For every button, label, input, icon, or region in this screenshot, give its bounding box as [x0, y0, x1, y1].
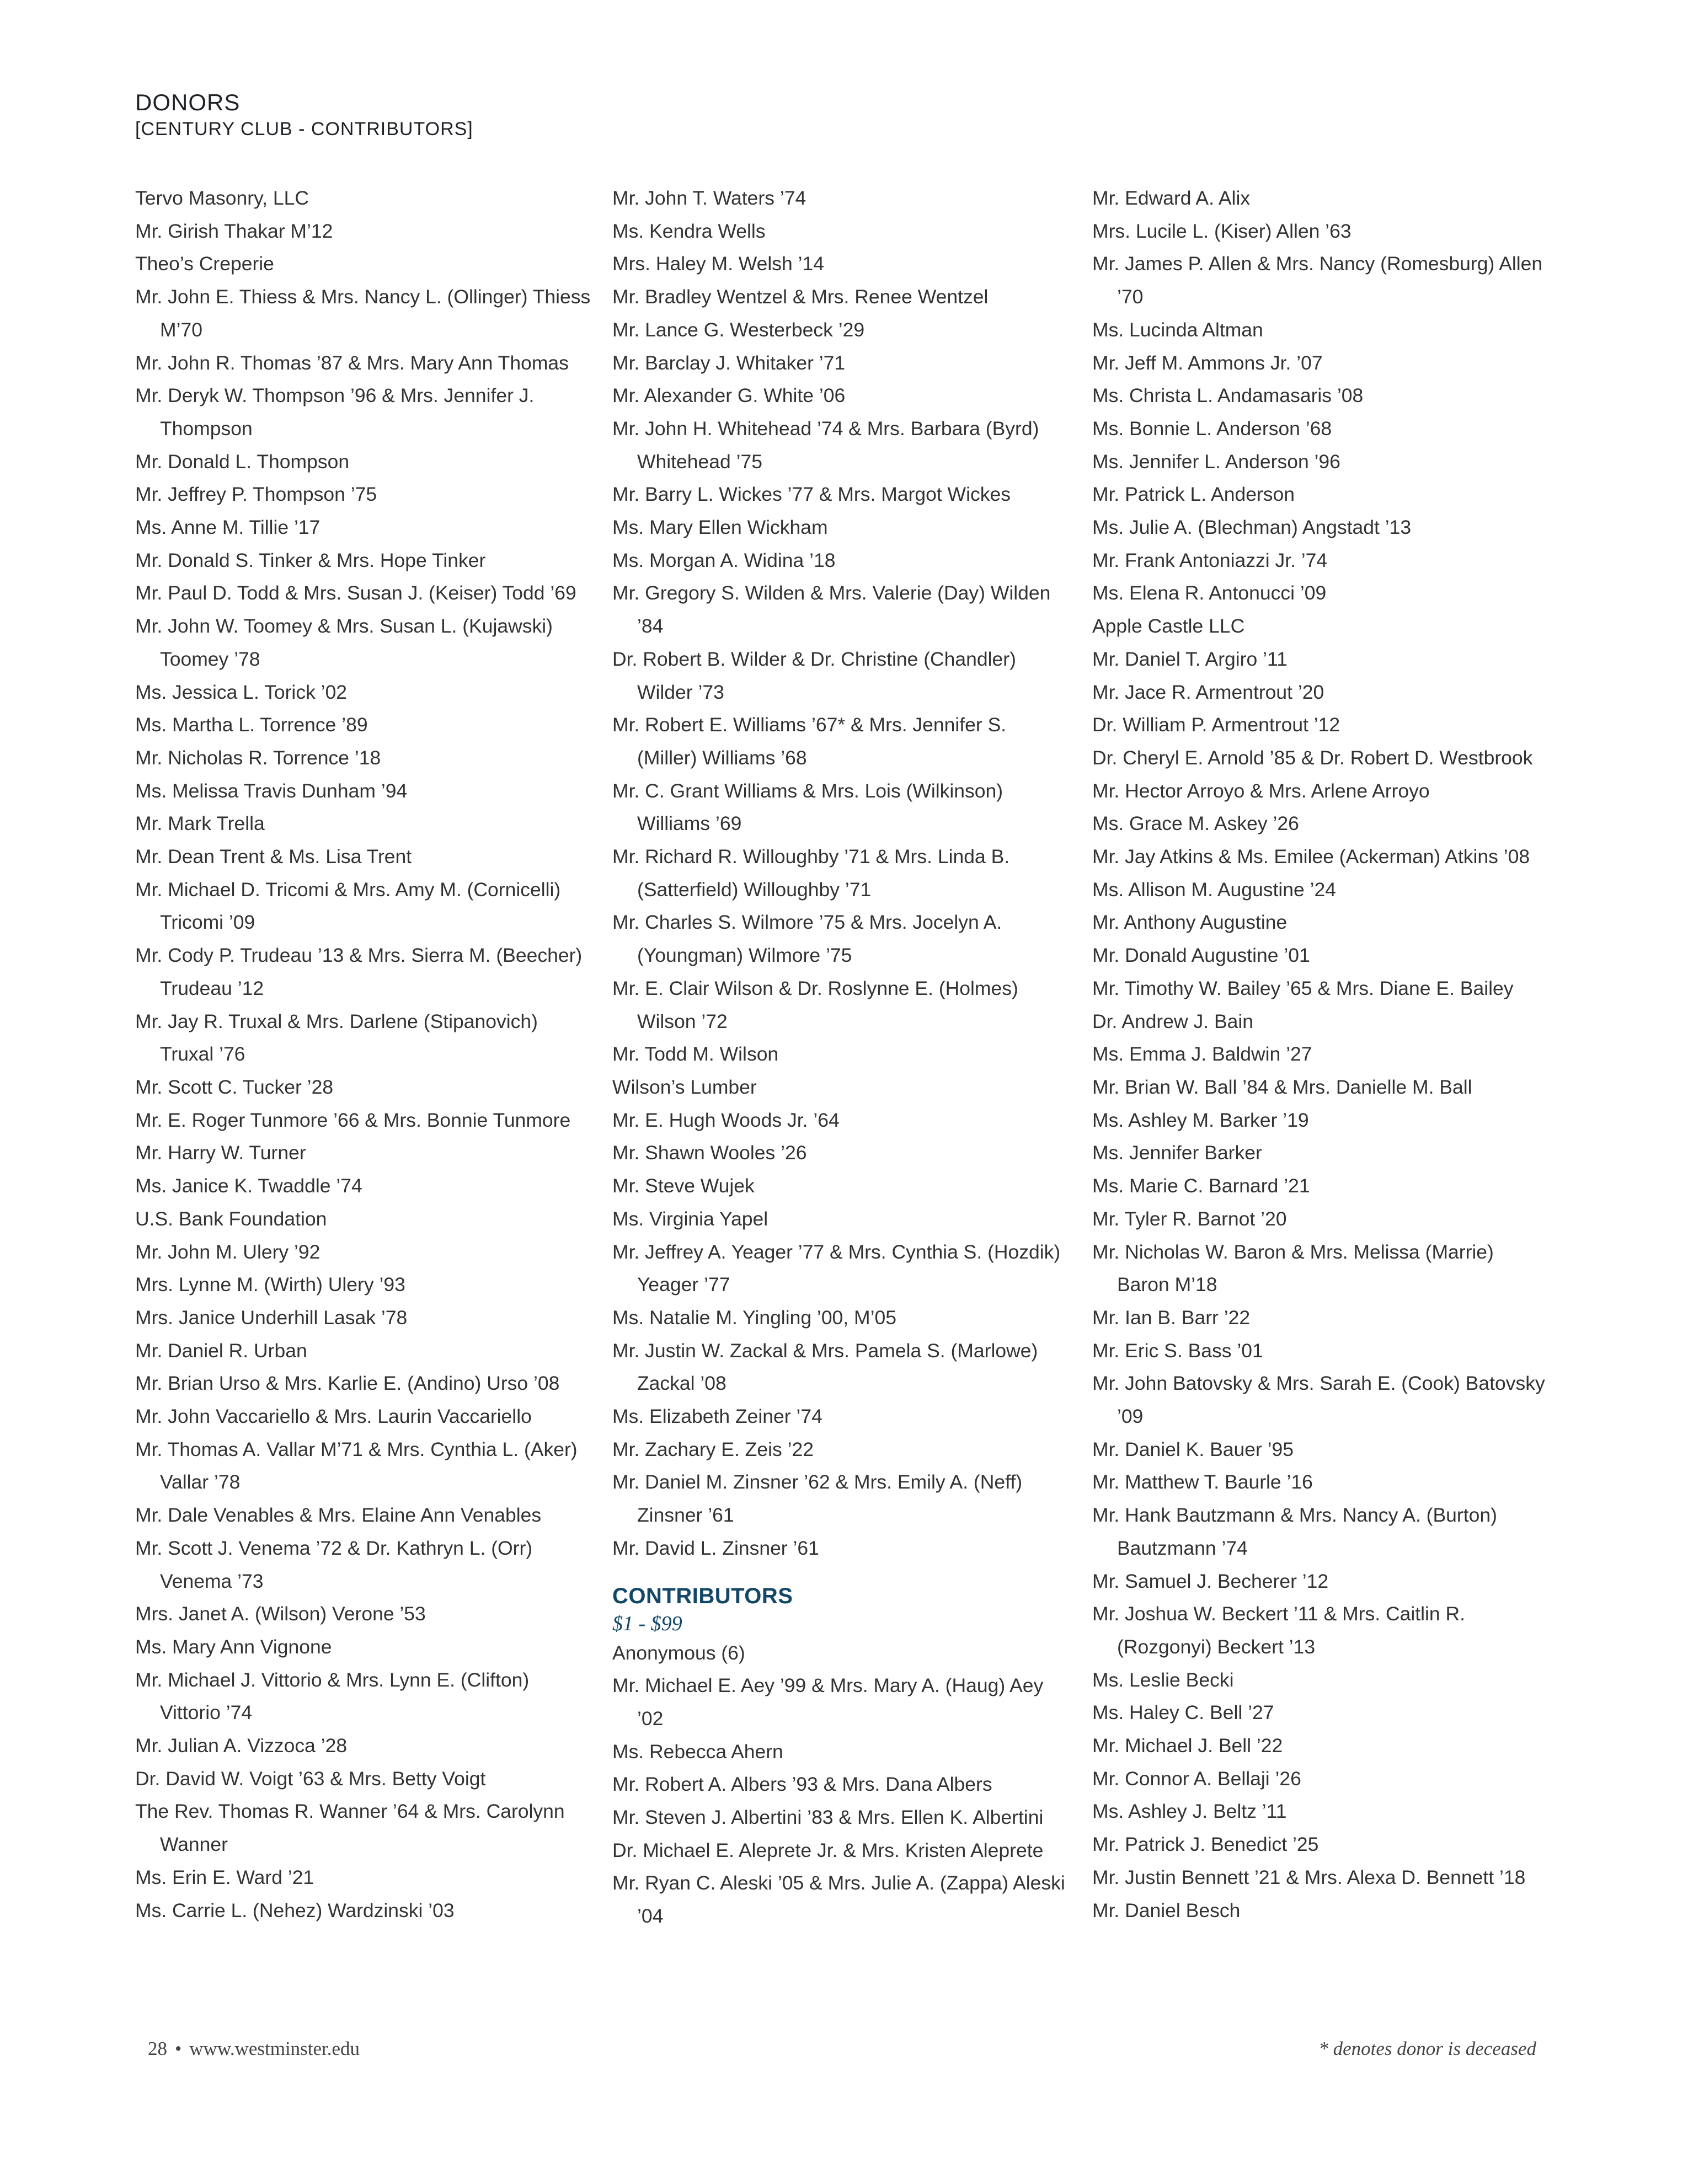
donor-entry: Mr. Donald L. Thompson — [135, 450, 350, 473]
donor-entry: Ms. Jessica L. Torick ’02 — [135, 681, 348, 703]
donor-entry: Mr. Frank Antoniazzi Jr. ’74 — [1092, 549, 1328, 571]
donor-entry: Mr. David L. Zinsner ’61 — [612, 1537, 819, 1559]
donor-entry: Dr. Michael E. Aleprete Jr. & Mrs. Kristen Aleprete — [612, 1839, 1044, 1861]
donor-entry: Ms. Kendra Wells — [612, 220, 766, 242]
section-range-contributors: $1 - $99 — [612, 1612, 682, 1635]
donor-entry: Mr. Hector Arroyo & Mrs. Arlene Arroyo — [1092, 779, 1430, 802]
donor-entry: Mr. Brian W. Ball ’84 & Mrs. Danielle M. Ball — [1092, 1075, 1472, 1098]
donor-entry: Mr. Shawn Wooles ’26 — [612, 1142, 807, 1164]
donor-entry: Dr. David W. Voigt ’63 & Mrs. Betty Voigt — [135, 1767, 486, 1790]
donor-list-contributors-start — [612, 1637, 1070, 1933]
donor-entry: Tervo Masonry, LLC — [135, 187, 309, 209]
donor-list-century-club-end — [612, 182, 1070, 1565]
donor-entry: Mr. Patrick J. Benedict ’25 — [1092, 1833, 1319, 1856]
donor-entry: Mr. Ryan C. Aleski ’05 & Mrs. Julie A. (Zappa) Aleski ’04 — [612, 1872, 1065, 1928]
donor-entry: Mr. Justin Bennett ’21 & Mrs. Alexa D. Bennett ’18 — [1092, 1866, 1526, 1888]
donor-entry: Mr. Julian A. Vizzoca ’28 — [135, 1735, 348, 1757]
donor-entry: Mrs. Lucile L. (Kiser) Allen ’63 — [1092, 220, 1352, 242]
donor-column-3 — [1092, 182, 1550, 1927]
donor-entry: Ms. Rebecca Ahern — [612, 1740, 783, 1763]
page-title: DONORS — [135, 89, 241, 115]
donor-entry: Mr. Dale Venables & Mrs. Elaine Ann Venables — [135, 1504, 542, 1527]
donor-entry: Mr. John Batovsky & Mrs. Sarah E. (Cook) Batovsky ’09 — [1092, 1372, 1545, 1428]
donor-entry: Ms. Virginia Yapel — [612, 1207, 768, 1230]
donor-entry: Mr. John E. Thiess & Mrs. Nancy L. (Ollinger) Thiess M’70 — [135, 286, 591, 341]
deceased-note: * denotes donor is deceased — [1318, 2038, 1536, 2059]
donor-entry: Mr. Hank Bautzmann & Mrs. Nancy A. (Burton) Bautzmann ’74 — [1092, 1504, 1497, 1559]
donor-entry: Mr. Barclay J. Whitaker ’71 — [612, 351, 846, 374]
donor-entry: Mr. Michael J. Vittorio & Mrs. Lynn E. (Clifton) Vittorio ’74 — [135, 1668, 530, 1724]
donor-entry: Mr. Bradley Wentzel & Mrs. Renee Wentzel — [612, 286, 989, 308]
donor-entry: Mr. Patrick L. Anderson — [1092, 483, 1295, 506]
donor-entry: Mr. Todd M. Wilson — [612, 1043, 779, 1066]
donor-entry: Mr. Jeffrey P. Thompson ’75 — [135, 483, 377, 506]
page-header — [135, 88, 473, 141]
donor-entry: Mrs. Haley M. Welsh ’14 — [612, 253, 825, 275]
donor-entry: Ms. Jennifer L. Anderson ’96 — [1092, 450, 1340, 473]
donor-entry: Mr. Harry W. Turner — [135, 1142, 306, 1164]
donor-entry: Ms. Janice K. Twaddle ’74 — [135, 1175, 362, 1197]
donor-entry: Mr. James P. Allen & Mrs. Nancy (Romesburg) Allen ’70 — [1092, 253, 1543, 308]
donor-entry: Ms. Christa L. Andamasaris ’08 — [1092, 384, 1364, 407]
donor-entry: Mr. Jace R. Armentrout ’20 — [1092, 681, 1324, 703]
donor-entry: Mr. Timothy W. Bailey ’65 & Mrs. Diane E. Bailey — [1092, 977, 1514, 999]
donor-entry: Mr. John R. Thomas ’87 & Mrs. Mary Ann Thomas — [135, 351, 569, 374]
donor-entry: Ms. Melissa Travis Dunham ’94 — [135, 779, 408, 802]
donor-entry: Mr. Robert E. Williams ’67* & Mrs. Jennifer S. (Miller) Williams ’68 — [612, 714, 1007, 769]
donor-entry: Mr. E. Clair Wilson & Dr. Roslynne E. (Holmes) Wilson ’72 — [612, 977, 1018, 1032]
donor-entry: Mr. John M. Ulery ’92 — [135, 1240, 320, 1263]
donor-entry: Mr. Daniel M. Zinsner ’62 & Mrs. Emily A. (Neff) Zinsner ’61 — [612, 1471, 1023, 1527]
footer-separator: • — [175, 2038, 182, 2059]
donor-entry: Mr. Donald Augustine ’01 — [1092, 944, 1310, 967]
donor-entry: Mr. Dean Trent & Ms. Lisa Trent — [135, 845, 412, 868]
donor-entry: Mr. Deryk W. Thompson ’96 & Mrs. Jennifer J. Thompson — [135, 384, 535, 440]
donor-entry: Mr. Eric S. Bass ’01 — [1092, 1339, 1263, 1362]
donor-entry: Mr. Brian Urso & Mrs. Karlie E. (Andino) Urso ’08 — [135, 1372, 560, 1395]
donor-entry: Ms. Mary Ellen Wickham — [612, 516, 828, 539]
donor-entry: Dr. Cheryl E. Arnold ’85 & Dr. Robert D. Westbrook — [1092, 746, 1533, 769]
donor-entry: Mr. Steve Wujek — [612, 1175, 755, 1197]
donor-entry: Ms. Erin E. Ward ’21 — [135, 1866, 314, 1888]
donor-entry: Mr. Scott J. Venema ’72 & Dr. Kathryn L. (Orr) Venema ’73 — [135, 1537, 533, 1592]
donor-entry: Mr. Connor A. Bellaji ’26 — [1092, 1767, 1301, 1790]
donor-entry: Mr. C. Grant Williams & Mrs. Lois (Wilkinson) Williams ’69 — [612, 779, 1003, 835]
page-footer-left — [148, 2038, 360, 2060]
donor-entry: Mr. John Vaccariello & Mrs. Laurin Vaccariello — [135, 1405, 532, 1428]
donor-entry: Anonymous (6) — [612, 1641, 745, 1664]
donor-entry: Mrs. Janet A. (Wilson) Verone ’53 — [135, 1603, 426, 1625]
donor-entry: Mrs. Janice Underhill Lasak ’78 — [135, 1306, 408, 1329]
donor-entry: U.S. Bank Foundation — [135, 1207, 327, 1230]
donor-entry: Ms. Natalie M. Yingling ’00, M’05 — [612, 1306, 896, 1329]
donor-entry: Ms. Ashley M. Barker ’19 — [1092, 1109, 1309, 1131]
donor-entry: Mr. John T. Waters ’74 — [612, 187, 806, 209]
donor-entry: Mr. Samuel J. Becherer ’12 — [1092, 1570, 1329, 1592]
donor-entry: Mr. Donald S. Tinker & Mrs. Hope Tinker — [135, 549, 486, 571]
donor-entry: Mr. Ian B. Barr ’22 — [1092, 1306, 1251, 1329]
donor-entry: Mr. Daniel T. Argiro ’11 — [1092, 647, 1288, 670]
donor-entry: Ms. Ashley J. Beltz ’11 — [1092, 1800, 1287, 1823]
donor-entry: Mr. Robert A. Albers ’93 & Mrs. Dana Albers — [612, 1773, 992, 1796]
donor-entry: Dr. William P. Armentrout ’12 — [1092, 714, 1340, 736]
donor-entry: Theo’s Creperie — [135, 253, 274, 275]
donor-entry: Apple Castle LLC — [1092, 615, 1245, 638]
donor-entry: Mr. Steven J. Albertini ’83 & Mrs. Ellen K. Albertini — [612, 1806, 1044, 1829]
donor-entry: Ms. Carrie L. (Nehez) Wardzinski ’03 — [135, 1899, 455, 1921]
donor-entry: Dr. Andrew J. Bain — [1092, 1010, 1254, 1032]
donor-entry: Mr. Anthony Augustine — [1092, 911, 1288, 934]
donor-entry: Mr. Edward A. Alix — [1092, 187, 1251, 209]
donor-entry: Ms. Allison M. Augustine ’24 — [1092, 878, 1336, 901]
donor-entry: Ms. Jennifer Barker — [1092, 1142, 1262, 1164]
donor-entry: Mrs. Lynne M. (Wirth) Ulery ’93 — [135, 1273, 405, 1296]
donor-entry: Ms. Grace M. Askey ’26 — [1092, 812, 1299, 835]
website-link[interactable]: www.westminster.edu — [189, 2038, 360, 2059]
donor-entry: Mr. Thomas A. Vallar M’71 & Mrs. Cynthia L. (Aker) Vallar ’78 — [135, 1438, 578, 1494]
donor-entry: Mr. Mark Trella — [135, 812, 265, 835]
donor-entry: Mr. E. Hugh Woods Jr. ’64 — [612, 1109, 840, 1131]
donor-entry: Mr. Gregory S. Wilden & Mrs. Valerie (Day) Wilden ’84 — [612, 582, 1051, 638]
section-heading-contributors: CONTRIBUTORS — [612, 1583, 793, 1608]
donor-entry: Mr. Justin W. Zackal & Mrs. Pamela S. (Marlowe) Zackal ’08 — [612, 1339, 1038, 1395]
donor-entry: Mr. Lance G. Westerbeck ’29 — [612, 318, 865, 341]
donor-entry: Mr. Michael J. Bell ’22 — [1092, 1735, 1283, 1757]
donor-entry: Ms. Leslie Becki — [1092, 1668, 1234, 1691]
donor-entry: Dr. Robert B. Wilder & Dr. Christine (Chandler) Wilder ’73 — [612, 647, 1016, 703]
donor-entry: The Rev. Thomas R. Wanner ’64 & Mrs. Carolynn Wanner — [135, 1800, 565, 1856]
donor-entry: Mr. Jay R. Truxal & Mrs. Darlene (Stipanovich) Truxal ’76 — [135, 1010, 538, 1066]
donor-entry: Ms. Julie A. (Blechman) Angstadt ’13 — [1092, 516, 1412, 539]
donor-entry: Mr. John W. Toomey & Mrs. Susan L. (Kujawski) Toomey ’78 — [135, 615, 553, 670]
donor-entry: Mr. Daniel R. Urban — [135, 1339, 307, 1362]
donor-entry: Mr. Alexander G. White ’06 — [612, 384, 846, 407]
donor-entry: Mr. Daniel K. Bauer ’95 — [1092, 1438, 1294, 1460]
donor-entry: Ms. Haley C. Bell ’27 — [1092, 1701, 1274, 1724]
page-number: 28 — [148, 2038, 167, 2059]
donor-entry: Ms. Elizabeth Zeiner ’74 — [612, 1405, 822, 1428]
donor-entry: Ms. Lucinda Altman — [1092, 318, 1263, 341]
donor-entry: Mr. Michael D. Tricomi & Mrs. Amy M. (Cornicelli) Tricomi ’09 — [135, 878, 561, 934]
donor-entry: Mr. Joshua W. Beckert ’11 & Mrs. Caitlin R. (Rozgonyi) Beckert ’13 — [1092, 1603, 1466, 1658]
donor-entry: Mr. Paul D. Todd & Mrs. Susan J. (Keiser) Todd ’69 — [135, 582, 576, 604]
donor-entry: Mr. Girish Thakar M’12 — [135, 220, 333, 242]
donor-entry: Ms. Mary Ann Vignone — [135, 1635, 332, 1658]
donor-entry: Mr. Charles S. Wilmore ’75 & Mrs. Jocelyn A. (Youngman) Wilmore ’75 — [612, 911, 1002, 967]
donor-column-1 — [135, 182, 593, 1927]
donor-entry: Ms. Morgan A. Widina ’18 — [612, 549, 836, 571]
donor-entry: Mr. Barry L. Wickes ’77 & Mrs. Margot Wickes — [612, 483, 1011, 506]
donor-entry: Mr. Richard R. Willoughby ’71 & Mrs. Linda B. (Satterfield) Willoughby ’71 — [612, 845, 1010, 901]
donor-entry: Ms. Anne M. Tillie ’17 — [135, 516, 320, 539]
donor-entry: Mr. Matthew T. Baurle ’16 — [1092, 1471, 1313, 1494]
page-subtitle: [CENTURY CLUB - CONTRIBUTORS] — [135, 119, 473, 140]
donor-entry: Mr. Michael E. Aey ’99 & Mrs. Mary A. (Haug) Aey ’02 — [612, 1674, 1044, 1730]
donor-entry: Mr. Scott C. Tucker ’28 — [135, 1075, 334, 1098]
donor-entry: Mr. Daniel Besch — [1092, 1899, 1241, 1921]
donor-entry: Mr. E. Roger Tunmore ’66 & Mrs. Bonnie Tunmore — [135, 1109, 571, 1131]
donor-entry: Wilson’s Lumber — [612, 1075, 757, 1098]
donor-entry: Ms. Bonnie L. Anderson ’68 — [1092, 417, 1332, 440]
donor-entry: Mr. Nicholas R. Torrence ’18 — [135, 746, 381, 769]
donor-entry: Ms. Elena R. Antonucci ’09 — [1092, 582, 1327, 604]
donor-entry: Mr. Jeffrey A. Yeager ’77 & Mrs. Cynthia S. (Hozdik) Yeager ’77 — [612, 1240, 1061, 1296]
donor-entry: Ms. Emma J. Baldwin ’27 — [1092, 1043, 1312, 1066]
donor-entry: Mr. Nicholas W. Baron & Mrs. Melissa (Marrie) Baron M’18 — [1092, 1240, 1494, 1296]
donor-entry: Mr. Cody P. Trudeau ’13 & Mrs. Sierra M. (Beecher) Trudeau ’12 — [135, 944, 583, 999]
donor-column-2 — [612, 182, 1070, 1933]
donor-entry: Mr. Jay Atkins & Ms. Emilee (Ackerman) Atkins ’08 — [1092, 845, 1530, 868]
donor-entry: Mr. Tyler R. Barnot ’20 — [1092, 1207, 1287, 1230]
donor-entry: Mr. Zachary E. Zeis ’22 — [612, 1438, 814, 1460]
donor-entry: Mr. John H. Whitehead ’74 & Mrs. Barbara (Byrd) Whitehead ’75 — [612, 417, 1039, 473]
donor-entry: Ms. Martha L. Torrence ’89 — [135, 714, 368, 736]
donor-entry: Mr. Jeff M. Ammons Jr. ’07 — [1092, 351, 1323, 374]
donor-entry: Ms. Marie C. Barnard ’21 — [1092, 1175, 1310, 1197]
